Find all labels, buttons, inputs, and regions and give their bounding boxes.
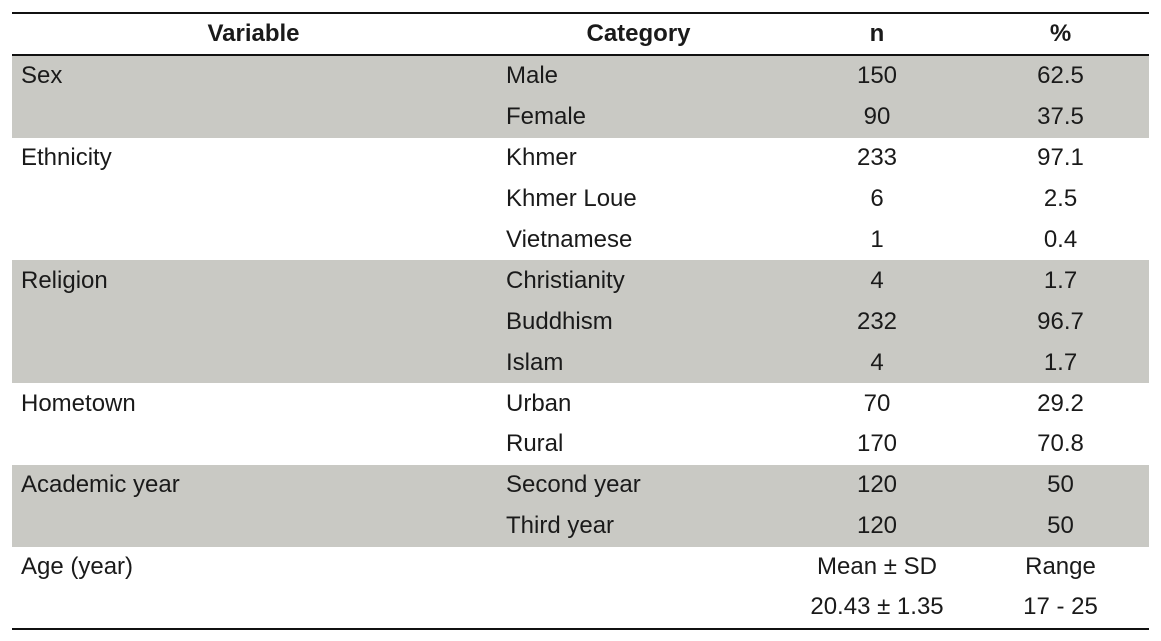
cell-category: Rural: [506, 430, 564, 458]
table-row: [12, 465, 1149, 506]
variable-group: [12, 465, 1149, 547]
cell-percent: 1.7: [1043, 266, 1078, 294]
variable-group: [12, 383, 1149, 465]
cell-category: Third year: [506, 512, 615, 540]
cell-n: 6: [870, 185, 884, 213]
cell-n: 233: [856, 144, 898, 172]
cell-category: Christianity: [506, 266, 625, 294]
table-row: [12, 138, 1149, 179]
table-header-row: [12, 14, 1149, 56]
cell-variable: Hometown: [21, 389, 136, 417]
cell-n: 120: [856, 471, 898, 499]
cell-percent: 50: [1047, 471, 1074, 499]
table-row: [12, 97, 1149, 138]
cell-n: 90: [863, 103, 891, 131]
cell-percent: 1.7: [1043, 348, 1078, 376]
cell-variable: Religion: [21, 266, 108, 294]
table-row: [12, 506, 1149, 547]
variable-group: [12, 260, 1149, 383]
cell-category: Vietnamese: [506, 226, 633, 253]
cell-category: Urban: [506, 389, 572, 417]
cell-variable: Sex: [21, 62, 63, 90]
age-range-value: 17 - 25: [1023, 593, 1098, 621]
table-row: [12, 383, 1149, 424]
cell-n: 1: [870, 226, 884, 253]
cell-percent: 97.1: [1037, 144, 1084, 172]
cell-category: Second year: [506, 471, 641, 499]
cell-percent: 96.7: [1037, 307, 1084, 335]
age-group: [12, 547, 1149, 628]
table-body: [12, 56, 1149, 547]
variable-group: [12, 138, 1149, 261]
table-row: [12, 301, 1149, 342]
table-row: [12, 587, 1149, 628]
cell-n: 70: [863, 389, 891, 417]
cell-percent: 37.5: [1037, 103, 1084, 131]
table-row: [12, 179, 1149, 220]
cell-percent: 70.8: [1037, 430, 1084, 458]
age-variable: Age (year): [21, 552, 134, 580]
cell-n: 232: [856, 307, 898, 335]
cell-category: Female: [506, 103, 587, 131]
cell-n: 4: [870, 266, 884, 294]
cell-percent: 62.5: [1037, 62, 1084, 90]
cell-category: Islam: [506, 348, 564, 376]
table-row: [12, 547, 1149, 588]
cell-variable: Academic year: [21, 471, 180, 499]
header-percent: %: [1049, 20, 1072, 47]
cell-n: 170: [856, 430, 898, 458]
cell-n: 4: [870, 348, 884, 376]
header-category: Category: [586, 20, 691, 47]
table-row: [12, 56, 1149, 97]
cell-category: Buddhism: [506, 307, 613, 335]
cell-percent: 2.5: [1043, 185, 1078, 213]
demographics-table: [12, 12, 1149, 630]
cell-category: Khmer Loue: [506, 185, 637, 213]
cell-percent: 50: [1047, 512, 1074, 540]
table-row: [12, 424, 1149, 465]
cell-n: 150: [856, 62, 898, 90]
table-row: [12, 342, 1149, 383]
cell-percent: 0.4: [1043, 226, 1078, 253]
header-variable: Variable: [207, 20, 300, 47]
cell-percent: 29.2: [1037, 389, 1084, 417]
age-range-label: Range: [1025, 552, 1096, 580]
cell-n: 120: [856, 512, 898, 540]
header-n: n: [869, 20, 885, 47]
age-stat-label: Mean ± SD: [817, 552, 937, 580]
cell-category: Male: [506, 62, 559, 90]
variable-group: [12, 56, 1149, 138]
cell-category: Khmer: [506, 144, 577, 172]
cell-variable: Ethnicity: [21, 144, 112, 172]
table-row: [12, 260, 1149, 301]
table-row: [12, 220, 1149, 261]
age-stat-value: 20.43 ± 1.35: [810, 593, 944, 621]
